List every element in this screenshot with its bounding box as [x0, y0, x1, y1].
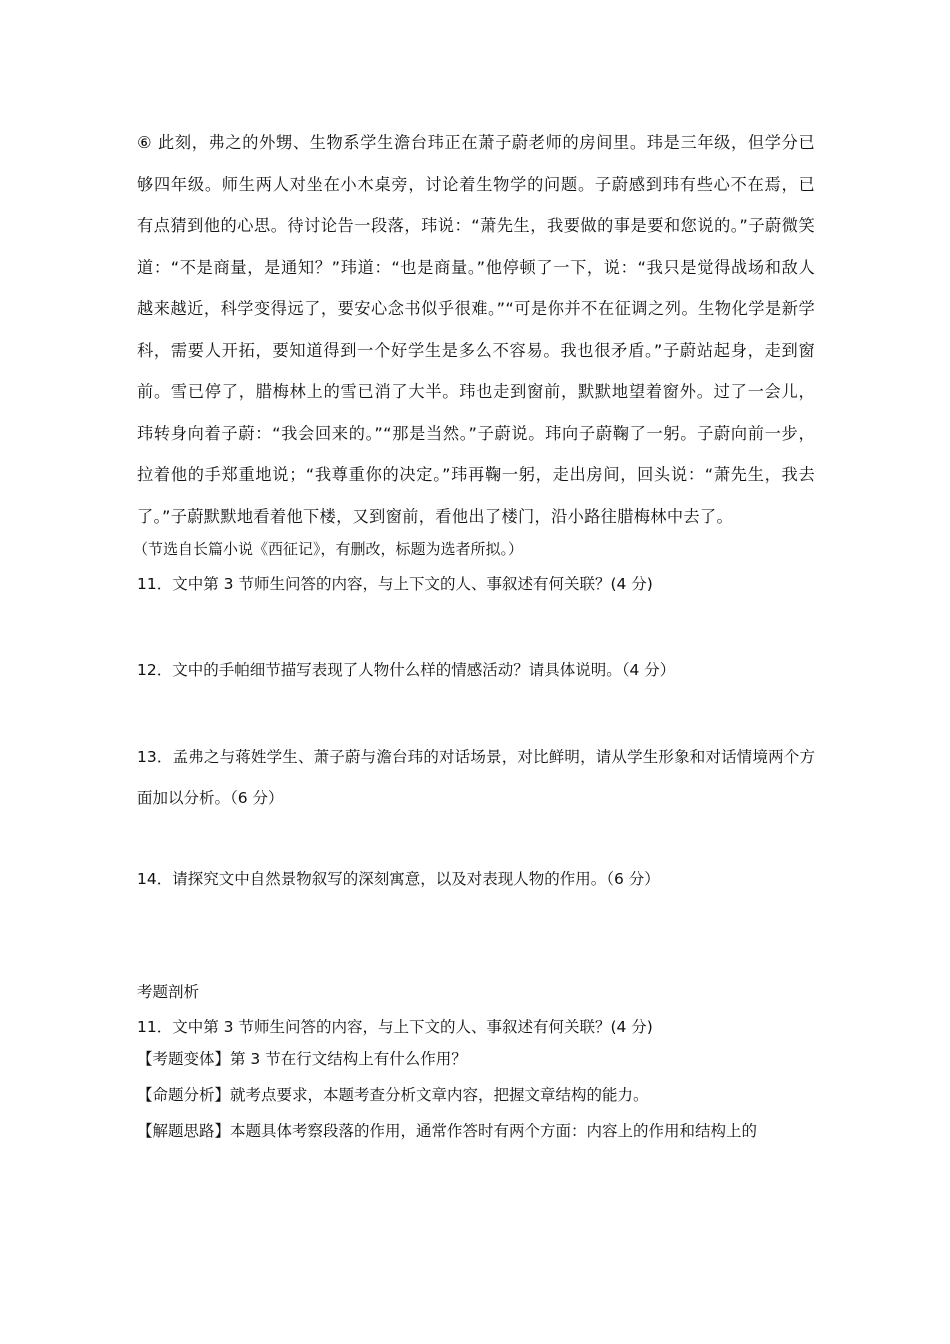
question-14: 14．请探究文中自然景物叙写的深刻寓意，以及对表现人物的作用。（6 分）: [137, 870, 660, 888]
question-13: 13．孟弗之与蒋姓学生、萧子蔚与澹台玮的对话场景，对比鲜明，请从学生形象和对话情境两个方面加以分析。（6 分）: [137, 748, 815, 807]
analysis-approach: 【解题思路】本题具体考察段落的作用，通常作答时有两个方面：内容上的作用和结构上的: [137, 1122, 758, 1140]
document-page: [133, 122, 815, 1149]
question-11: 11．文中第 3 节师生问答的内容，与上下文的人、事叙述有何关联？(4 分): [137, 575, 653, 593]
analysis-intent: 【命题分析】就考点要求，本题考查分析文章内容，把握文章结构的能力。: [137, 1086, 649, 1104]
source-note: （节选自长篇小说《西征记》，有删改，标题为选者所拟。）: [133, 540, 524, 558]
question-12: 12．文中的手帕细节描写表现了人物什么样的情感活动？请具体说明。（4 分）: [137, 661, 676, 679]
passage-paragraph-6: ⑥ 此刻，弗之的外甥、生物系学生澹台玮正在萧子蔚老师的房间里。玮是三年级，但学分已够四年级。师生两人对坐在小木桌旁，讨论着生物学的问题。子蔚感到玮有些心不在焉，已有点猜到他的心思。待讨论告一段落，玮说：“萧先生，我要做的事是要和您说的。”子蔚微笑道：“不是商量，是通知？”玮道：“也是商量。”他停顿了一下，说：“我只是觉得战场和敌人越来越近，科学变得远了，要安心念书似乎很难。”“可是你并不在征调之列。生物化学是新学科，需要人开拓，要知道得到一个好学生是多么不容易。我也很矛盾。”子蔚站起身，走到窗前。雪已停了，腊梅林上的雪已消了大半。玮也走到窗前，默默地望着窗外。过了一会儿，玮转身向着子蔚：“我会回来的。”“那是当然。”子蔚说。玮向子蔚鞠了一躬。子蔚向前一步，拉着他的手郑重地说；“我尊重你的决定。”玮再鞠一躬，走出房间，回头说：“萧先生，我去了。”子蔚默默地看着他下楼，又到窗前，看他出了楼门，沿小路往腊梅林中去了。: [137, 133, 815, 526]
analysis-variant: 【考题变体】第 3 节在行文结构上有什么作用？: [137, 1050, 467, 1068]
analysis-question-11: 11．文中第 3 节师生问答的内容，与上下文的人、事叙述有何关联？(4 分): [137, 1018, 653, 1036]
analysis-title: 考题剖析: [137, 983, 200, 1001]
